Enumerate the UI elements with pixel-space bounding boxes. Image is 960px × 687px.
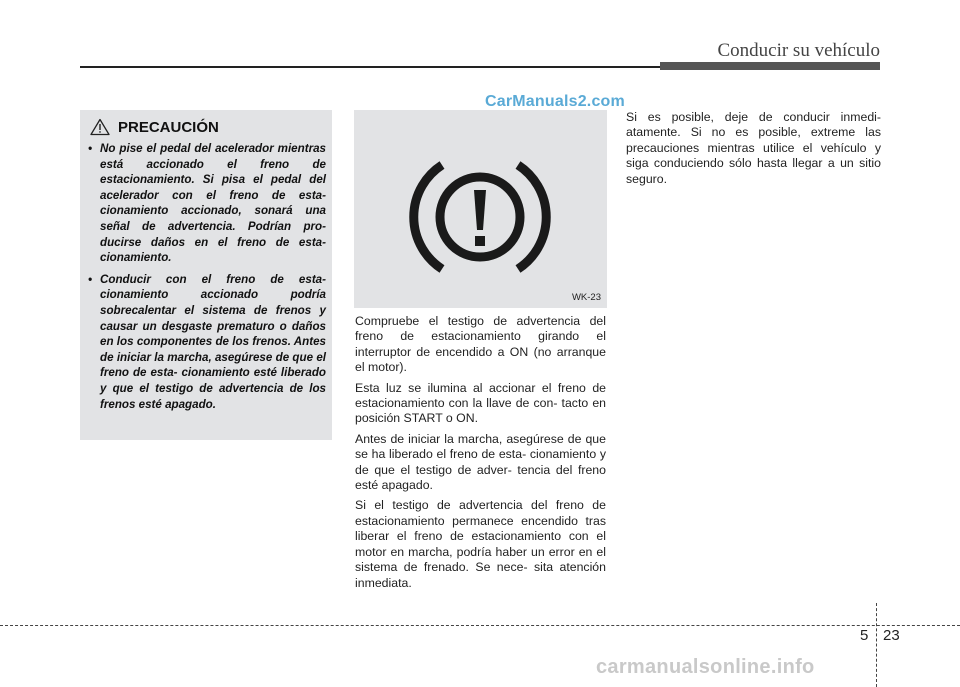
page-number: 23 <box>883 627 900 644</box>
body-column-middle <box>355 314 606 596</box>
caution-list <box>86 141 326 418</box>
caution-item <box>86 272 326 412</box>
section-number: 5 <box>860 627 869 644</box>
paragraph: Antes de iniciar la marcha, asegúrese de que se ha liberado el freno de esta- cionamiento y de que el testigo de adver- tencia del freno esté apagado. <box>355 431 606 493</box>
paragraph: Compruebe el testigo de advertencia del freno de estacionamiento girando el interruptor de encendido a ON (no arranque el motor). <box>355 314 606 375</box>
brake-warning-icon <box>354 110 607 308</box>
watermark-footer: carmanualsonline.info <box>596 656 815 678</box>
caution-title: PRECAUCIÓN <box>118 118 219 136</box>
header-bar <box>660 62 880 70</box>
bullet-icon: • <box>88 272 93 286</box>
caution-item-text: Conducir con el freno de esta- cionamiento accionado podría sobrecalentar el sistema de frenos y causar un desgaste prematuro o daños en los componentes de los frenos. Antes de iniciar la marcha, asegúrese de que el freno de esta- cionamiento esté liberado y que el testigo de advertencia de los frenos esté apagado. <box>100 272 326 411</box>
paragraph: Esta luz se ilumina al accionar el freno de estacionamiento con la llave de con- tacto en posición START o ON. <box>355 380 606 426</box>
caution-box <box>80 110 332 440</box>
paragraph: Si es posible, deje de conducir inmedi- atamente. Si no es posible, extreme las precauciones mientras utilice el vehículo y siga conduciendo sólo hasta llegar a un sitio seguro. <box>626 110 881 186</box>
bullet-icon: • <box>88 142 93 155</box>
figure-box <box>354 110 607 308</box>
body-column-right <box>626 110 881 192</box>
figure-code: WK-23 <box>571 292 601 303</box>
footer-divider <box>0 625 960 626</box>
warning-triangle-icon <box>90 118 110 136</box>
paragraph: Si el testigo de advertencia del freno de estacionamiento permanece encendido tras liberar el freno de estacionamiento con el motor en marcha, podría haber un error en el sistema de frenado. Se nece- sita atención inmediata. <box>355 498 606 590</box>
caution-header <box>90 118 219 136</box>
header-rule <box>80 66 660 68</box>
caution-item-text: No pise el pedal del acelerador mientras está accionado el freno de estacionamiento. Si pisa el pedal del acelerador con el freno de esta- cionamiento accionado, sonará una señal de advertencia. Podrían pro- ducirse daños en el freno de esta- cionamiento. <box>100 142 326 265</box>
page-header-title: Conducir su vehículo <box>717 40 880 61</box>
watermark-link[interactable]: CarManuals2.com <box>485 93 625 110</box>
caution-item <box>86 141 326 266</box>
page-number-separator <box>876 603 877 687</box>
